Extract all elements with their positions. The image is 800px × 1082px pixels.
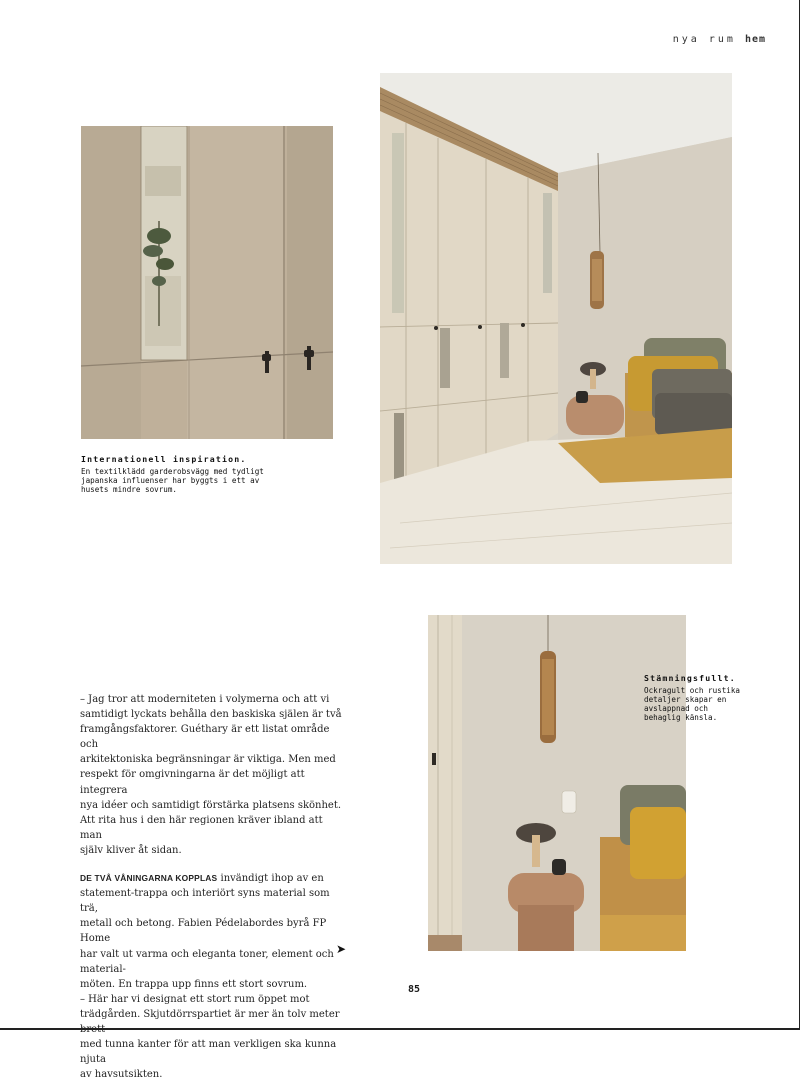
article-paragraph-text: invändigt ihop av en statement-trappa och interiört syns material som trä, metall och betong. Fabien Pédelabordes byrå FP Home har valt ut varma och eleganta toner, element och material- möten. En trappa upp finns ett stort sovrum. [80, 873, 334, 990]
bedroom-illustration [380, 73, 732, 564]
caption-title: Internationell inspiration. [81, 454, 247, 464]
wall-detail-photo [81, 126, 333, 439]
article-paragraph: – Jag tror att moderniteten i volymerna och att vi samtidigt lyckats behålla den baskiska själen är två framgångsfaktorer. Guéthary är ett listat område och arkitektoniska begränsningar är viktiga. Men med respekt för omgivningarna är det möjligt att integrera nya idéer och samtidigt förstärka platsens skönhet. Att rita hus i den här regionen kräver ibland att man själv kliver åt sidan. [80, 694, 342, 856]
article-paragraph: – Här har vi designat ett stort rum öppet mot trädgården. Skjutdörrspartiet är mer än tolv meter brett med tunna kanter för att man verkligen ska kunna njuta av havsutsikten. [80, 993, 340, 1081]
page-number: 85 [408, 984, 421, 995]
wall-detail-illustration [81, 126, 333, 439]
continue-arrow-icon: ➤ [336, 942, 347, 956]
header-section: nya rum [672, 34, 736, 45]
caption-text: Ockragult och rustika detaljer skapar en avslappnad och behaglig känsla. [644, 686, 741, 722]
running-header [673, 34, 766, 45]
lead-in: DE TVÅ VÅNINGARNA KOPPLAS [80, 873, 218, 884]
bedside-photo [428, 615, 686, 951]
article-paragraph [80, 871, 342, 992]
caption-text: En textilklädd garderobsvägg med tydligt japanska influenser har byggts i ett av husets mindre sovrum. [81, 467, 264, 494]
bedroom-photo [380, 73, 732, 564]
caption-inspiration [81, 455, 281, 494]
header-magazine: hem [744, 34, 766, 45]
article-body [80, 692, 342, 1082]
caption-title: Stämningsfullt. [644, 673, 736, 683]
bedside-illustration [428, 615, 686, 951]
caption-mood [644, 674, 784, 722]
